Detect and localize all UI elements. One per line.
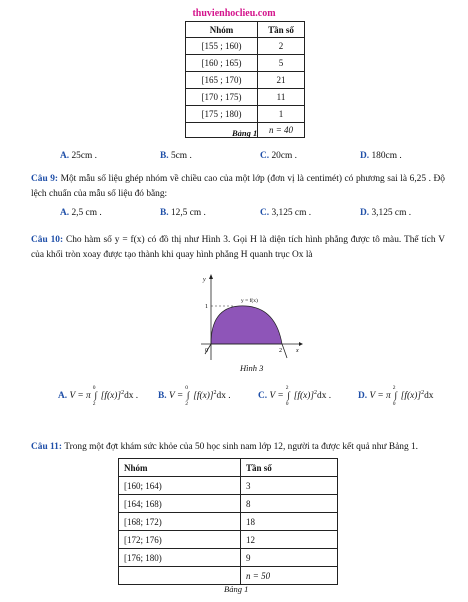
option-label: A. xyxy=(58,391,68,402)
option-label: C. xyxy=(258,391,268,402)
differential: dx . xyxy=(216,391,231,402)
table-1-caption: Bảng 1 xyxy=(232,128,258,138)
table-cell: 3 xyxy=(241,477,338,495)
upper-limit: 2 xyxy=(392,385,396,392)
option-c[interactable] xyxy=(260,151,360,161)
table-cell: [165 ; 170) xyxy=(186,72,258,89)
differential: dx . xyxy=(317,391,332,402)
exponent: 2 xyxy=(421,390,425,396)
question-text: Trong một đợt khám sức khỏe của 50 học sinh nam lớp 12, người ta được kết quả như Bảng 1. xyxy=(64,442,419,452)
integrand: [f(x)] xyxy=(193,391,214,402)
option-d[interactable] xyxy=(360,208,460,218)
integral-sign: ∫ 0 2 xyxy=(92,385,98,408)
differential: dx . xyxy=(124,391,139,402)
frequency-table-2 xyxy=(118,458,338,585)
question-9 xyxy=(31,172,445,202)
integrand: [f(x)] xyxy=(400,391,422,402)
upper-limit: 0 xyxy=(185,385,188,392)
option-text: 20cm . xyxy=(271,151,297,161)
option-a[interactable] xyxy=(60,151,160,161)
origin-label: 0 xyxy=(205,348,208,354)
question-10 xyxy=(31,233,445,263)
y-tick-label: 1 xyxy=(205,304,208,310)
table-cell: 9 xyxy=(241,549,338,567)
table-cell: 1 xyxy=(257,106,304,123)
table-header-cell: Nhóm xyxy=(119,459,241,477)
upper-limit: 0 xyxy=(92,385,96,392)
function-graph-figure xyxy=(195,272,305,362)
question-label: Câu 11: xyxy=(31,442,62,452)
option-label: B. xyxy=(158,391,167,402)
table-cell: 8 xyxy=(241,495,338,513)
option-a[interactable] xyxy=(58,385,158,408)
frequency-table-1 xyxy=(185,21,305,138)
table-cell: 12 xyxy=(241,531,338,549)
option-text: 3,125 cm . xyxy=(271,208,312,218)
table-row xyxy=(119,549,338,567)
option-b[interactable] xyxy=(160,151,260,161)
table-row xyxy=(119,513,338,531)
figure-caption: Hình 3 xyxy=(240,363,264,373)
curve-label: y = f(x) xyxy=(241,298,258,304)
x-axis-label: x xyxy=(296,348,299,354)
exponent: 2 xyxy=(213,390,217,396)
table-row xyxy=(119,477,338,495)
table-header-row xyxy=(186,22,305,38)
y-axis-arrow xyxy=(209,274,213,279)
differential: dx xyxy=(424,391,434,402)
table-cell: 11 xyxy=(257,89,304,106)
table-row xyxy=(186,55,305,72)
option-label: D. xyxy=(360,208,370,218)
table-cell: 5 xyxy=(257,55,304,72)
table-cell: [160; 164) xyxy=(119,477,241,495)
y-axis-label: y xyxy=(203,277,206,283)
option-label: B. xyxy=(160,151,169,161)
table-total-cell: n = 40 xyxy=(257,123,304,138)
option-label: B. xyxy=(160,208,169,218)
table-cell: [172; 176) xyxy=(119,531,241,549)
option-label: C. xyxy=(260,151,270,161)
option-label: C. xyxy=(260,208,270,218)
upper-limit: 2 xyxy=(285,385,289,392)
formula-prefix: V = xyxy=(168,391,184,402)
option-text: 3,125 cm . xyxy=(371,208,412,218)
integrand: [f(x)] xyxy=(293,391,315,402)
option-label: D. xyxy=(358,391,368,402)
lower-limit: 2 xyxy=(185,401,188,408)
site-watermark: thuvienhoclieu.com xyxy=(192,8,276,19)
question-text: Một mẫu số liệu ghép nhóm về chiều cao của một lớp (đơn vị là centimét) có phương sai là 6,25 . Độ lệch chuẩn của mẫu số liệu đó bằng: xyxy=(31,174,445,199)
table-row xyxy=(186,106,305,123)
table-cell: [164; 168) xyxy=(119,495,241,513)
q9-options xyxy=(60,208,460,218)
table-cell: [176; 180) xyxy=(119,549,241,567)
option-b[interactable] xyxy=(158,385,258,408)
option-label: A. xyxy=(60,151,70,161)
x-tick-label: 2 xyxy=(279,348,282,354)
table-header-cell: Tần số xyxy=(257,22,304,38)
x-axis-arrow xyxy=(299,342,303,346)
table-total-cell: n = 50 xyxy=(241,567,338,585)
option-text: 12,5 cm . xyxy=(170,208,206,218)
table-header-cell: Nhóm xyxy=(186,22,258,38)
shaded-region xyxy=(211,306,282,344)
table-row xyxy=(186,38,305,55)
exponent: 2 xyxy=(314,390,318,396)
table-cell: [160 ; 165) xyxy=(186,55,258,72)
table-cell: [175 ; 180) xyxy=(186,106,258,123)
table-cell xyxy=(119,567,241,585)
option-b[interactable] xyxy=(160,208,260,218)
table-header-cell: Tần số xyxy=(241,459,338,477)
option-label: A. xyxy=(60,208,70,218)
formula-prefix: V = π xyxy=(69,391,91,402)
table-row xyxy=(186,89,305,106)
option-text: 5cm . xyxy=(170,151,192,161)
question-11 xyxy=(31,440,445,455)
option-text: 25cm . xyxy=(71,151,97,161)
option-c[interactable] xyxy=(260,208,360,218)
table-total-row xyxy=(119,567,338,585)
option-d[interactable] xyxy=(360,151,460,161)
table-cell: 21 xyxy=(257,72,304,89)
formula-prefix: V = π xyxy=(369,391,391,402)
q8-options xyxy=(60,151,460,161)
table-2-caption: Bảng 1 xyxy=(224,584,249,594)
question-text: Cho hàm số y = f(x) có đồ thị như Hình 3. Gọi H là diện tích hình phẳng được tô màu. Thể tích V của khối tròn xoay được tạo thành khi quay hình phẳng H quanh trục Ox là xyxy=(31,235,445,260)
q10-options xyxy=(58,385,458,408)
table-row xyxy=(186,72,305,89)
question-label: Câu 9: xyxy=(31,174,59,184)
table-cell: [168; 172) xyxy=(119,513,241,531)
option-text: 180cm . xyxy=(371,151,402,161)
option-label: D. xyxy=(360,151,370,161)
table-cell: 2 xyxy=(257,38,304,55)
table-cell: [155 ; 160) xyxy=(186,38,258,55)
table-row xyxy=(119,495,338,513)
integral-sign: ∫ 0 2 xyxy=(185,385,190,408)
question-label: Câu 10: xyxy=(31,235,64,245)
table-cell: 18 xyxy=(241,513,338,531)
option-d[interactable] xyxy=(358,385,458,408)
integral-sign: ∫ 2 0 xyxy=(285,385,290,408)
option-a[interactable] xyxy=(60,208,160,218)
option-text: 2,5 cm . xyxy=(71,208,102,218)
exponent: 2 xyxy=(121,390,125,396)
table-header-row xyxy=(119,459,338,477)
formula-prefix: V = xyxy=(269,391,284,402)
option-c[interactable] xyxy=(258,385,358,408)
function-curve xyxy=(205,344,287,358)
table-row xyxy=(119,531,338,549)
lower-limit: 2 xyxy=(92,401,96,408)
table-cell: [170 ; 175) xyxy=(186,89,258,106)
integral-sign: ∫ 2 0 xyxy=(392,385,398,408)
integrand: [f(x)] xyxy=(100,391,122,402)
lower-limit: 0 xyxy=(285,401,289,408)
lower-limit: 0 xyxy=(392,401,396,408)
